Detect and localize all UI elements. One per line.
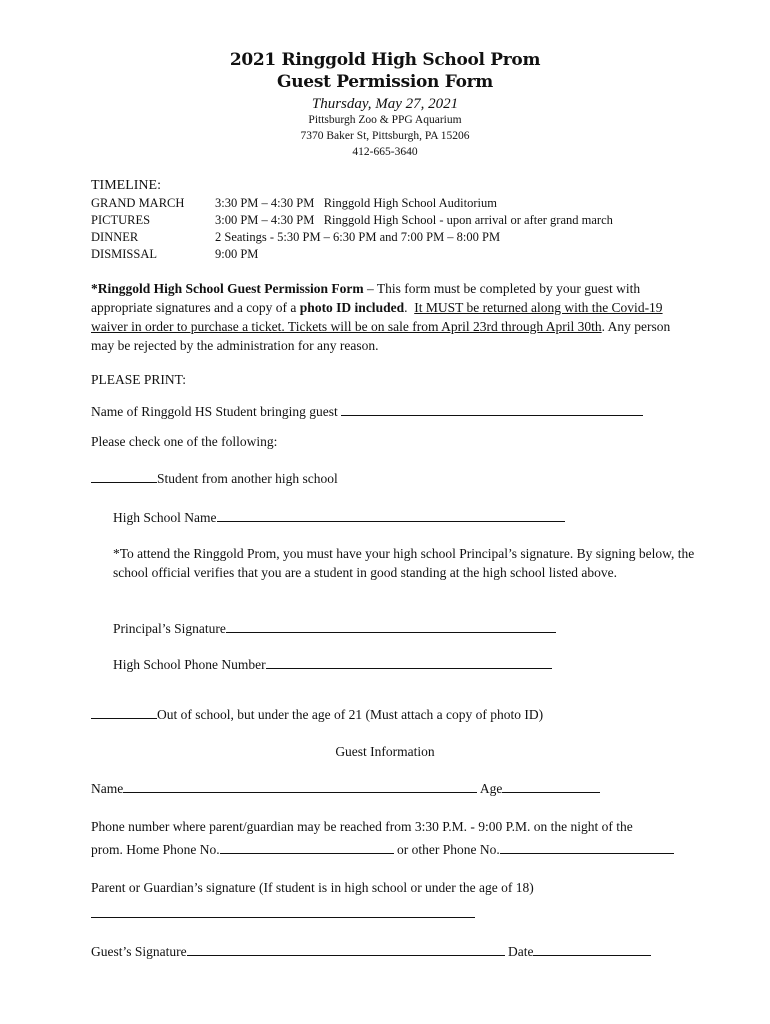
parent-signature-label: Parent or Guardian’s signature (If student is in high school or under the age of 18) <box>91 880 534 895</box>
timeline-label: DINNER <box>91 230 139 244</box>
hs-phone-label: High School Phone Number <box>113 657 266 672</box>
event-address: 7370 Baker St, Pittsburgh, PA 15206 <box>300 130 470 142</box>
guest-age-field[interactable] <box>502 791 600 793</box>
intro-bold-title: *Ringgold High School Guest Permission Form <box>91 281 364 296</box>
guest-signature-field[interactable] <box>187 954 505 956</box>
guest-date-label: Date <box>508 944 534 959</box>
timeline-label: GRAND MARCH <box>91 196 185 210</box>
principal-signature-field[interactable] <box>226 631 556 633</box>
high-school-name-field[interactable] <box>217 520 565 522</box>
guest-name-row <box>91 781 600 797</box>
hs-phone-row <box>113 657 552 673</box>
timeline-heading: TIMELINE: <box>91 178 161 193</box>
option-other-school-row <box>91 471 338 487</box>
parent-signature-row <box>91 906 475 922</box>
timeline-value: 2 Seatings - 5:30 PM – 6:30 PM and 7:00 PM – 8:00 PM <box>215 230 501 244</box>
student-name-row <box>91 404 643 420</box>
intro-underlined-text: It MUST be returned along with the Covid-19 waiver in order to purchase a ticket. Tickets will be on sale from April 23rd through April 30th <box>91 300 663 334</box>
option-out-of-school-label: Out of school, but under the age of 21 (Must attach a copy of photo ID) <box>157 707 544 722</box>
guest-age-label: Age <box>479 781 503 796</box>
intro-text-2: . <box>404 300 415 315</box>
parent-signature-field[interactable] <box>91 916 475 918</box>
intro-text-1: – This form must be completed by your guest with appropriate signatures and a copy of a <box>91 281 641 315</box>
timeline-value: 3:00 PM – 4:30 PM Ringgold High School - upon arrival or after grand march <box>215 213 613 227</box>
guest-signature-label: Guest’s Signature <box>91 944 187 959</box>
option-out-of-school-row <box>91 707 543 723</box>
phone-line-1: Phone number where parent/guardian may be reached from 3:30 P.M. - 9:00 P.M. on the night of the <box>91 819 633 834</box>
timeline-label: PICTURES <box>91 213 151 227</box>
check-one-label: Please check one of the following: <box>91 434 278 449</box>
guest-signature-row <box>91 944 651 960</box>
event-venue: Pittsburgh Zoo & PPG Aquarium <box>308 114 462 126</box>
form-title-line1: 2021 Ringgold High School Prom <box>229 50 541 70</box>
guest-info-heading: Guest Information <box>335 744 435 759</box>
principal-note: *To attend the Ringgold Prom, you must have your high school Principal’s signature. By signing below, the school official verifies that you are a student in good standing at the high school listed above. <box>113 546 695 580</box>
timeline-value: 9:00 PM <box>215 247 259 261</box>
other-phone-label: or other Phone No. <box>393 842 500 857</box>
option-out-of-school-checkbox[interactable] <box>91 717 157 719</box>
intro-paragraph <box>91 279 691 355</box>
option-other-school-label: Student from another high school <box>157 471 338 486</box>
principal-signature-label: Principal’s Signature <box>113 621 226 636</box>
principal-signature-row <box>113 621 556 637</box>
intro-bold-id: photo ID included <box>299 300 405 315</box>
student-name-label: Name of Ringgold HS Student bringing guest <box>91 404 338 419</box>
home-phone-label: prom. Home Phone No. <box>91 842 220 857</box>
student-name-field[interactable] <box>341 414 643 416</box>
guest-name-field[interactable] <box>123 791 477 793</box>
intro-text-3: . Any person may be rejected by the administration for any reason. <box>91 319 671 353</box>
phone-line-2 <box>91 842 674 858</box>
other-phone-field[interactable] <box>500 852 674 854</box>
guest-date-field[interactable] <box>533 954 651 956</box>
event-date: Thursday, May 27, 2021 <box>311 96 459 112</box>
hs-phone-field[interactable] <box>266 667 552 669</box>
timeline-label: DISMISSAL <box>91 247 157 261</box>
form-title-line2: Guest Permission Form <box>277 72 493 92</box>
event-phone: 412-665-3640 <box>352 146 418 158</box>
option-other-school-checkbox[interactable] <box>91 481 157 483</box>
please-print-label: PLEASE PRINT: <box>91 372 186 387</box>
guest-name-label: Name <box>91 781 124 796</box>
home-phone-field[interactable] <box>220 852 394 854</box>
timeline-value: 3:30 PM – 4:30 PM Ringgold High School Auditorium <box>215 196 497 210</box>
high-school-name-row <box>113 510 565 526</box>
high-school-name-label: High School Name <box>113 510 217 525</box>
